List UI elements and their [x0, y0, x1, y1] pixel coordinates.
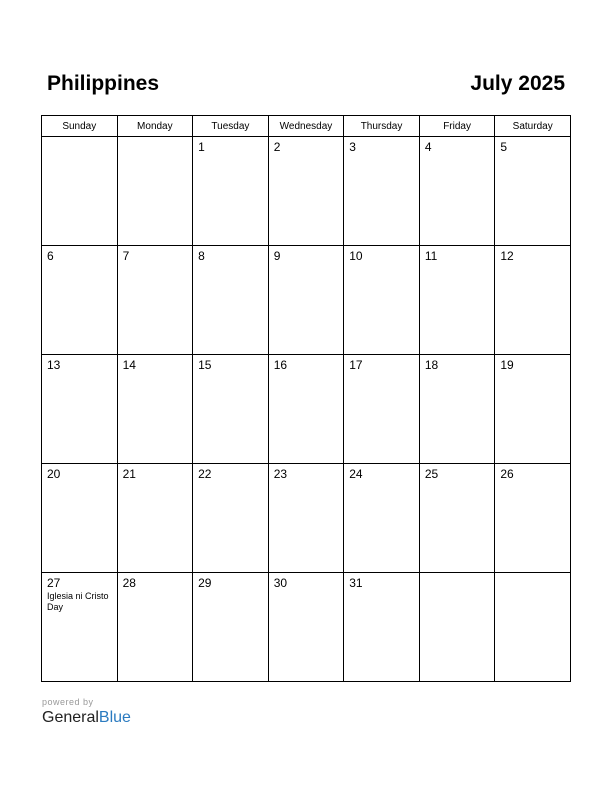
day-cell — [268, 246, 344, 355]
day-number: 28 — [122, 576, 136, 590]
day-number: 25 — [424, 467, 439, 481]
day-number: 20 — [47, 467, 61, 481]
brand-name-part1: General — [42, 709, 99, 726]
weekday-header: Wednesday — [268, 116, 344, 137]
day-number: 10 — [349, 249, 363, 263]
day-number: 27 — [47, 576, 61, 590]
day-number: 31 — [349, 576, 363, 590]
day-cell — [193, 137, 269, 246]
day-number: 7 — [122, 249, 130, 263]
day-number: 23 — [273, 467, 288, 481]
day-cell — [419, 137, 495, 246]
day-cell — [193, 573, 269, 682]
day-cell — [117, 464, 193, 573]
day-cell — [42, 464, 118, 573]
day-cell — [268, 573, 344, 682]
day-number: 26 — [500, 467, 514, 481]
weekday-header: Saturday — [495, 116, 571, 137]
brand-name-part2: Blue — [98, 709, 131, 726]
holiday-label: Iglesia ni Cristo Day — [47, 591, 109, 612]
day-cell — [419, 246, 495, 355]
day-cell — [344, 246, 420, 355]
day-number: 6 — [47, 249, 54, 263]
day-cell — [268, 355, 344, 464]
day-cell — [42, 137, 118, 246]
day-number: 29 — [198, 576, 212, 590]
day-cell — [419, 355, 495, 464]
weekday-header: Monday — [117, 116, 193, 137]
country-title: Philippines — [47, 72, 160, 95]
day-number: 13 — [47, 358, 61, 372]
day-number: 30 — [273, 576, 288, 590]
week-row — [42, 137, 571, 246]
day-number: 18 — [424, 358, 439, 372]
week-row — [42, 246, 571, 355]
day-number: 11 — [424, 249, 438, 263]
day-number: 3 — [349, 140, 356, 154]
day-number: 5 — [500, 140, 508, 154]
day-number: 17 — [349, 358, 363, 372]
week-row — [42, 355, 571, 464]
day-cell — [193, 464, 269, 573]
calendar-grid — [41, 115, 571, 682]
day-cell — [42, 355, 118, 464]
day-cell — [117, 137, 193, 246]
weekday-header: Tuesday — [193, 116, 269, 137]
powered-by-text: powered by — [42, 697, 94, 707]
day-cell — [495, 464, 571, 573]
month-year-title: July 2025 — [470, 72, 565, 95]
day-cell — [193, 355, 269, 464]
day-number: 22 — [198, 467, 212, 481]
weekday-header-row — [42, 116, 571, 137]
brand-logo[interactable] — [42, 708, 131, 728]
day-cell — [495, 573, 571, 682]
day-cell — [344, 464, 420, 573]
day-number: 2 — [273, 140, 281, 154]
day-number: 19 — [500, 358, 514, 372]
day-cell — [42, 246, 118, 355]
day-cell — [419, 573, 495, 682]
day-number: 24 — [349, 467, 363, 481]
day-cell — [344, 137, 420, 246]
day-cell — [419, 464, 495, 573]
day-number: 15 — [198, 358, 212, 372]
day-cell — [268, 137, 344, 246]
day-cell — [344, 573, 420, 682]
day-cell — [193, 246, 269, 355]
day-cell — [268, 464, 344, 573]
weekday-header: Thursday — [344, 116, 420, 137]
day-cell — [117, 355, 193, 464]
day-number: 12 — [500, 249, 514, 263]
weekday-header: Sunday — [42, 116, 118, 137]
day-cell — [495, 137, 571, 246]
day-number: 8 — [198, 249, 205, 263]
weekday-header: Friday — [419, 116, 495, 137]
footer-branding — [42, 697, 131, 728]
day-number: 1 — [198, 140, 205, 154]
day-number: 21 — [122, 467, 136, 481]
week-row — [42, 573, 571, 682]
day-number: 14 — [122, 358, 136, 372]
day-cell — [117, 246, 193, 355]
day-cell — [495, 246, 571, 355]
day-number: 4 — [424, 140, 432, 154]
week-row — [42, 464, 571, 573]
day-number: 9 — [273, 249, 281, 263]
day-number: 16 — [273, 358, 288, 372]
day-cell — [117, 573, 193, 682]
day-cell — [495, 355, 571, 464]
day-cell — [42, 573, 118, 682]
day-cell — [344, 355, 420, 464]
